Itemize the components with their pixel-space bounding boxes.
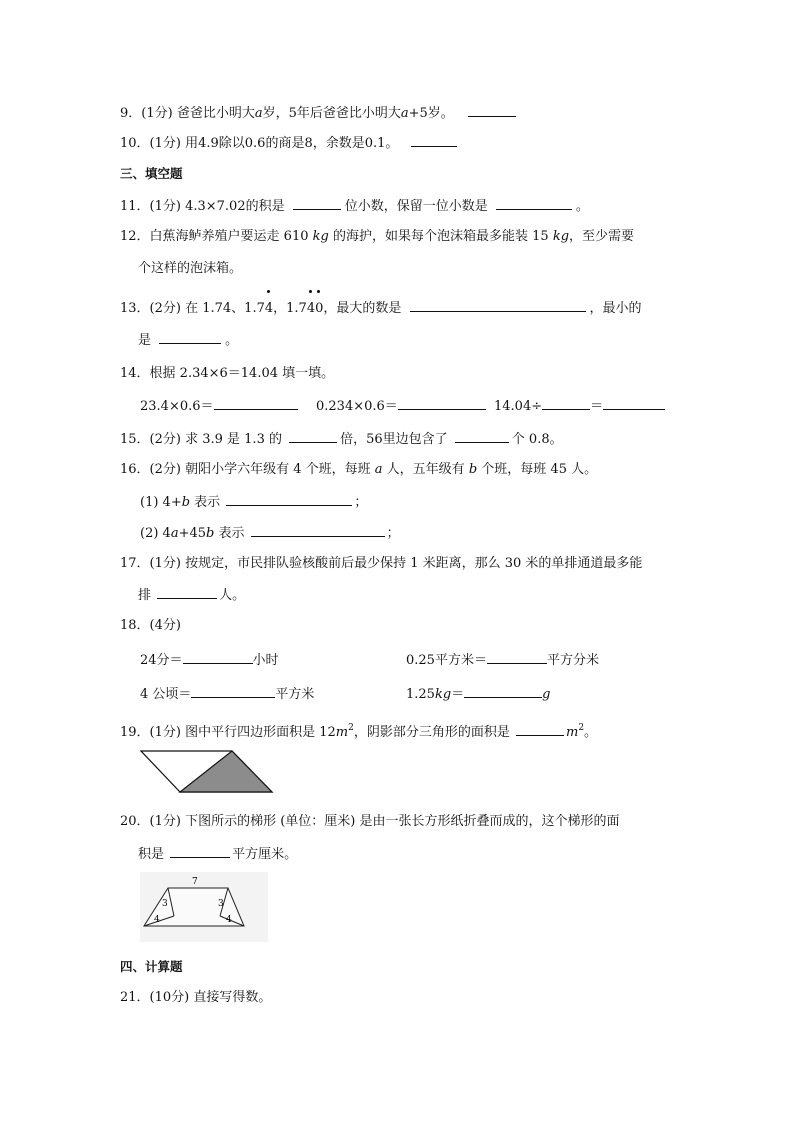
answer-blank[interactable]	[157, 586, 217, 599]
question-10: 10．(1分) 用4.9除以0.6的商是8，余数是0.1。	[120, 134, 457, 153]
question-17-line2: 排 人。	[138, 588, 246, 603]
answer-blank[interactable]	[455, 430, 509, 443]
q18-item-b: 0.25平方米＝ 平方分米	[406, 653, 599, 668]
question-19: 19．(1分) 图中平行四边形面积是 $12m^2$，阴影部分三角形的面积是 $m^2$。	[120, 723, 598, 740]
answer-blank[interactable]	[411, 134, 457, 147]
answer-blank[interactable]	[542, 397, 590, 410]
label-right-3: 3	[218, 899, 224, 909]
section-heading-calculation: 四、计算题	[120, 959, 183, 974]
answer-blank[interactable]	[251, 524, 385, 537]
answer-blank[interactable]	[170, 845, 230, 858]
q18-item-c: 4 公顷＝ 平方米	[140, 687, 315, 702]
trapezoid-figure	[140, 872, 268, 942]
question-20-line2: 积是 平方厘米。	[138, 847, 298, 862]
answer-blank[interactable]	[159, 331, 221, 344]
answer-blank[interactable]	[398, 397, 486, 410]
label-top-7: 7	[192, 877, 198, 887]
repeat-dot	[267, 290, 270, 293]
answer-blank[interactable]	[410, 299, 586, 312]
answer-blank[interactable]	[289, 430, 337, 443]
q18-item-a: 24分＝ 小时	[140, 653, 279, 668]
question-18: 18．(4分)	[120, 618, 181, 633]
question-12-line2: 个这样的泡沫箱。	[138, 261, 243, 276]
section-heading-fill-in: 三、填空题	[120, 166, 183, 181]
answer-blank[interactable]	[464, 685, 542, 698]
answer-blank[interactable]	[214, 397, 298, 410]
question-13-line1: 13．(2分) 在 1.74、1.74 ，1.740 ，最大的数是 ，最小的	[120, 299, 642, 318]
question-16-part1: (1) 4+b 表示 ；	[140, 495, 368, 510]
question-21: 21．(10分) 直接写得数。	[120, 990, 272, 1005]
repeat-dot	[317, 290, 320, 293]
question-12-line1: 12．白蕉海鲈养殖户要运走 610 kg 的海护，如果每个泡沫箱最多能装 15 kg，至少需要	[120, 229, 635, 244]
repeat-dot	[309, 290, 312, 293]
question-15: 15．(2分) 求 3.9 是 1.3 的 倍，56里边包含了 个 0.8。	[120, 432, 563, 447]
question-9: 9．(1分) 爸爸比小明大a岁，5年后爸爸比小明大a+5岁。	[120, 104, 516, 123]
answer-blank[interactable]	[183, 651, 253, 664]
question-11: 11．(1分) 4.3×7.02的积是 位小数，保留一位小数是 。	[120, 199, 589, 214]
repeating-decimal-1: 4	[265, 300, 273, 318]
question-13-line2: 是 。	[138, 333, 239, 348]
answer-blank[interactable]	[487, 651, 547, 664]
label-left-3: 3	[162, 899, 168, 909]
question-16: 16．(2分) 朝阳小学六年级有 4 个班，每班 a 人，五年级有 b 个班，每班 45 人。	[120, 462, 598, 477]
answer-blank[interactable]	[226, 493, 352, 506]
repeating-decimal-2: 40	[307, 300, 324, 318]
answer-blank[interactable]	[603, 397, 665, 410]
question-20-line1: 20．(1分) 下图所示的梯形 (单位：厘米) 是由一张长方形纸折叠而成的，这个梯形的面	[120, 814, 620, 829]
question-16-part2: (2) 4a+45b 表示 ；	[140, 526, 400, 541]
answer-blank[interactable]	[516, 723, 564, 736]
question-17-line1: 17．(1分) 按规定，市民排队验核酸前后最少保持 1 米距离，那么 30 米的单排通道最多能	[120, 556, 643, 571]
answer-blank[interactable]	[496, 197, 572, 210]
q14-item-1: 23.4×0.6＝	[140, 397, 298, 416]
question-14: 14．根据 2.34×6＝14.04 填一填。	[120, 366, 335, 381]
q14-item-3: 14.04÷ ＝	[494, 397, 665, 416]
parallelogram-figure	[140, 748, 274, 796]
label-right-4: 4	[226, 915, 232, 925]
answer-blank[interactable]	[468, 104, 516, 117]
answer-blank[interactable]	[191, 685, 275, 698]
q18-item-d: 1.25kg＝ g	[406, 687, 551, 702]
q14-item-2: 0.234×0.6＝	[316, 397, 486, 416]
label-left-4: 4	[154, 915, 160, 925]
answer-blank[interactable]	[293, 197, 341, 210]
